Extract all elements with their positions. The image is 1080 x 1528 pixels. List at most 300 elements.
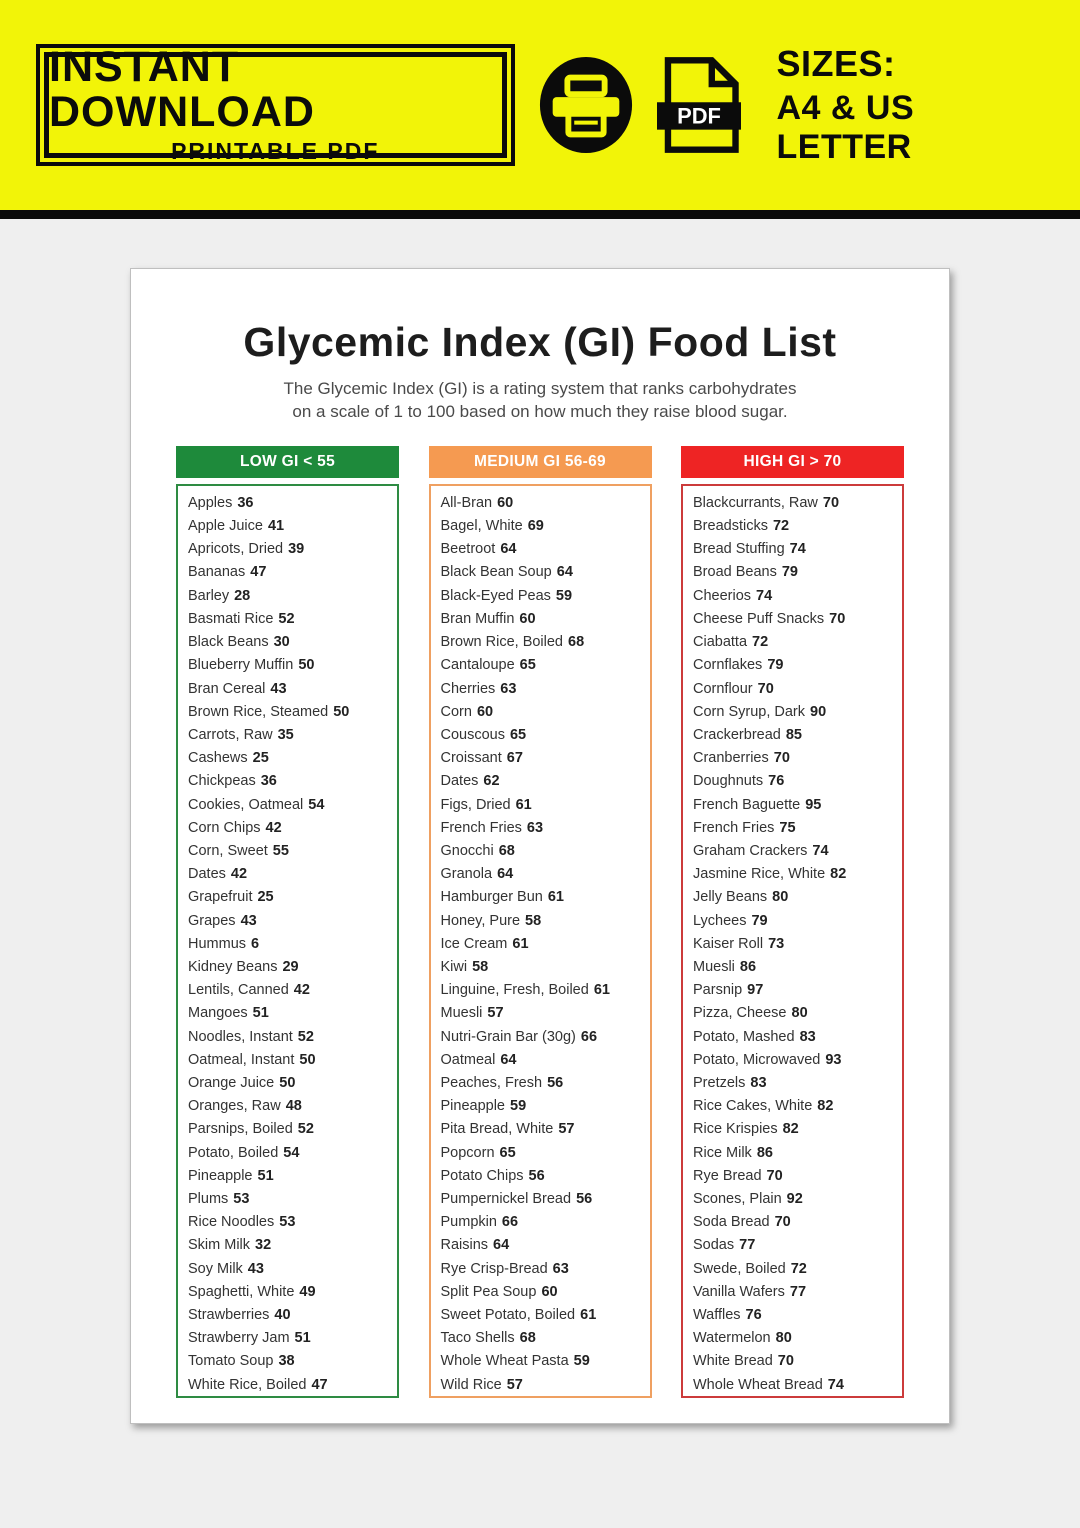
food-gi-value: 64 [497, 866, 514, 883]
list-item [441, 933, 650, 956]
food-gi-value: 32 [255, 1237, 272, 1254]
list-item [441, 1211, 650, 1234]
instant-download-title: INSTANT DOWNLOAD [49, 42, 315, 136]
list-item [188, 1281, 397, 1304]
food-gi-value: 79 [767, 657, 784, 674]
list-item [693, 1350, 902, 1373]
food-gi-value: 48 [285, 1098, 302, 1115]
list-item [188, 1234, 397, 1257]
food-gi-value: 42 [293, 982, 310, 999]
list-item [693, 1188, 902, 1211]
food-name: Soy Milk [188, 1260, 243, 1277]
food-gi-value: 80 [775, 1330, 792, 1347]
food-name: Vanilla Wafers [693, 1283, 785, 1300]
food-name: Blackcurrants, Raw [693, 494, 818, 511]
list-item [693, 1095, 902, 1118]
list-item [188, 1350, 397, 1373]
list-item [693, 1049, 902, 1072]
list-item [693, 1304, 902, 1327]
list-item [693, 561, 902, 584]
food-gi-value: 54 [283, 1144, 300, 1161]
list-item [441, 1234, 650, 1257]
food-name: Potato, Boiled [188, 1144, 279, 1161]
food-gi-value: 59 [555, 587, 573, 604]
food-name: Scones, Plain [693, 1190, 782, 1207]
food-name: Graham Crackers [693, 842, 808, 859]
food-name: Oatmeal [440, 1051, 496, 1068]
food-gi-value: 36 [237, 494, 254, 511]
list-item [188, 561, 397, 584]
food-name: White Rice, Boiled [188, 1376, 307, 1393]
list-item [188, 956, 397, 979]
list-item [188, 1165, 397, 1188]
food-name: Cashews [188, 750, 248, 767]
list-item [693, 678, 902, 701]
food-gi-value: 61 [593, 982, 610, 999]
food-name: Rice Milk [693, 1144, 752, 1161]
list-item [188, 886, 397, 909]
list-item [188, 794, 397, 817]
food-name: Pizza, Cheese [693, 1005, 787, 1022]
food-name: Apricots, Dried [188, 541, 284, 558]
column-header-high: HIGH GI > 70 [681, 446, 904, 478]
food-gi-value: 70 [829, 610, 846, 627]
food-name: Breadsticks [693, 518, 768, 535]
food-name: Barley [188, 587, 230, 604]
food-gi-value: 63 [552, 1260, 569, 1277]
list-item [693, 979, 902, 1002]
printer-icon [537, 53, 635, 157]
food-gi-value: 76 [768, 773, 785, 790]
food-gi-value: 79 [781, 564, 798, 581]
food-name: Lentils, Canned [188, 982, 289, 999]
list-item [188, 933, 397, 956]
food-gi-value: 59 [510, 1098, 527, 1115]
food-gi-value: 40 [274, 1306, 291, 1323]
food-name: Pineapple [440, 1098, 505, 1115]
list-item [693, 1234, 902, 1257]
food-gi-value: 54 [308, 796, 325, 813]
list-item [188, 1118, 397, 1141]
food-name: Split Pea Soup [440, 1283, 537, 1300]
food-gi-value: 53 [279, 1214, 296, 1231]
list-item [188, 1211, 397, 1234]
food-gi-value: 64 [500, 541, 517, 558]
list-item [441, 794, 650, 817]
food-name: Noodles, Instant [188, 1028, 293, 1045]
food-name: Rye Crisp-Bread [440, 1260, 548, 1277]
list-item [441, 561, 650, 584]
food-name: Nutri-Grain Bar (30g) [440, 1028, 576, 1045]
food-name: Bran Cereal [188, 680, 266, 697]
list-item [188, 863, 397, 886]
food-name: Cheese Puff Snacks [693, 610, 825, 627]
page-subtitle-line1: The Glycemic Index (GI) is a rating system that ranks carbohydrates [283, 379, 797, 398]
food-list-high [681, 484, 904, 1398]
list-item [441, 770, 650, 793]
printable-pdf-subtitle: PRINTABLE PDF [171, 138, 380, 165]
list-item [441, 654, 650, 677]
list-item [693, 1072, 902, 1095]
food-name: Carrots, Raw [188, 726, 273, 743]
food-name: Waffles [693, 1306, 741, 1323]
list-item [441, 515, 650, 538]
page-subtitle-line2: on a scale of 1 to 100 based on how much they raise blood sugar. [292, 401, 788, 421]
food-name: Whole Wheat Pasta [440, 1353, 569, 1370]
list-item [441, 863, 650, 886]
list-item [441, 1350, 650, 1373]
list-item [693, 1002, 902, 1025]
food-name: Soda Bread [693, 1214, 770, 1231]
list-item [693, 492, 902, 515]
food-gi-value: 36 [260, 773, 277, 790]
food-gi-value: 35 [277, 726, 294, 743]
food-gi-value: 59 [573, 1353, 590, 1370]
list-item [441, 956, 650, 979]
food-name: Chickpeas [188, 773, 256, 790]
list-item [693, 1211, 902, 1234]
food-gi-value: 38 [278, 1353, 295, 1370]
list-item [693, 863, 902, 886]
list-item [441, 1327, 650, 1350]
food-gi-value: 28 [234, 587, 251, 604]
food-gi-value: 65 [519, 657, 536, 674]
list-item [693, 910, 902, 933]
food-name: French Baguette [693, 796, 801, 813]
food-name: All-Bran [440, 494, 493, 511]
food-name: Black Bean Soup [440, 564, 552, 581]
food-gi-value: 60 [497, 494, 514, 511]
list-item [441, 886, 650, 909]
food-name: Jelly Beans [693, 889, 768, 906]
list-item [441, 747, 650, 770]
food-gi-value: 74 [827, 1376, 844, 1393]
list-item [693, 1165, 902, 1188]
list-item [441, 817, 650, 840]
list-item [188, 817, 397, 840]
food-name: Potato, Microwaved [693, 1051, 821, 1068]
food-name: Skim Milk [188, 1237, 251, 1254]
food-gi-value: 61 [515, 796, 532, 813]
list-item [188, 538, 397, 561]
food-gi-value: 42 [265, 819, 282, 836]
food-name: Linguine, Fresh, Boiled [440, 982, 589, 999]
food-name: Orange Juice [188, 1074, 275, 1091]
food-gi-value: 74 [812, 842, 829, 859]
food-name: Jasmine Rice, White [693, 866, 826, 883]
food-gi-value: 50 [298, 657, 315, 674]
food-name: Ice Cream [440, 935, 508, 952]
list-item [441, 1165, 650, 1188]
food-name: Lychees [693, 912, 747, 929]
list-item [693, 631, 902, 654]
list-item [441, 1188, 650, 1211]
food-name: Gnocchi [440, 842, 494, 859]
list-item [188, 979, 397, 1002]
food-name: Tomato Soup [188, 1353, 274, 1370]
food-name: Whole Wheat Bread [693, 1376, 823, 1393]
food-name: Watermelon [693, 1330, 771, 1347]
food-name: Oranges, Raw [188, 1098, 281, 1115]
document-page [130, 268, 950, 1424]
food-gi-value: 50 [299, 1051, 316, 1068]
food-name: Pita Bread, White [440, 1121, 554, 1138]
list-item [188, 840, 397, 863]
food-gi-value: 43 [247, 1260, 264, 1277]
food-gi-value: 63 [500, 680, 517, 697]
food-gi-value: 51 [294, 1330, 311, 1347]
food-name: Rye Bread [693, 1167, 762, 1184]
food-gi-value: 52 [278, 610, 295, 627]
gi-columns [176, 446, 904, 1398]
food-name: Cranberries [693, 750, 769, 767]
list-item [441, 701, 650, 724]
list-item [441, 1049, 650, 1072]
food-gi-value: 67 [506, 750, 523, 767]
list-item [188, 1072, 397, 1095]
list-item [188, 1374, 397, 1397]
food-name: Cheerios [693, 587, 752, 604]
pdf-file-icon [657, 53, 741, 157]
food-gi-value: 74 [789, 541, 806, 558]
food-gi-value: 68 [568, 634, 585, 651]
instant-download-box [44, 42, 507, 165]
list-item [188, 1026, 397, 1049]
list-item [188, 1327, 397, 1350]
food-gi-value: 79 [751, 912, 768, 929]
food-name: Blueberry Muffin [188, 657, 294, 674]
list-item [693, 840, 902, 863]
list-item [441, 1002, 650, 1025]
food-gi-value: 86 [739, 958, 757, 975]
list-item [693, 1281, 902, 1304]
food-gi-value: 95 [805, 796, 822, 813]
food-name: Rice Noodles [188, 1214, 275, 1231]
food-gi-value: 70 [773, 750, 790, 767]
food-gi-value: 63 [526, 819, 544, 836]
food-gi-value: 25 [252, 750, 269, 767]
list-item [188, 1142, 397, 1165]
food-name: Cornflour [693, 680, 753, 697]
list-item [693, 701, 902, 724]
food-gi-value: 55 [272, 842, 289, 859]
list-item [188, 654, 397, 677]
food-gi-value: 75 [779, 819, 796, 836]
list-item [693, 1118, 902, 1141]
list-item [693, 747, 902, 770]
list-item [693, 1026, 902, 1049]
list-item [441, 979, 650, 1002]
food-name: Black Beans [188, 634, 269, 651]
food-gi-value: 69 [527, 518, 544, 535]
food-name: Peaches, Fresh [440, 1074, 543, 1091]
food-name: Wild Rice [440, 1376, 502, 1393]
food-gi-value: 50 [279, 1074, 296, 1091]
food-name: Black-Eyed Peas [440, 587, 551, 604]
food-name: Hummus [188, 935, 247, 952]
food-gi-value: 80 [791, 1005, 808, 1022]
food-name: Pretzels [693, 1074, 746, 1091]
gi-column-low [176, 446, 399, 1398]
food-name: Spaghetti, White [188, 1283, 295, 1300]
list-item [441, 1142, 650, 1165]
banner-icons [537, 53, 741, 157]
food-gi-value: 97 [747, 982, 764, 999]
list-item [441, 1026, 650, 1049]
list-item [441, 1118, 650, 1141]
banner-divider [0, 210, 1080, 219]
food-gi-value: 30 [273, 634, 290, 651]
food-gi-value: 61 [580, 1306, 597, 1323]
list-item [441, 585, 650, 608]
list-item [441, 492, 650, 515]
food-name: Dates [440, 773, 479, 790]
food-gi-value: 39 [288, 541, 305, 558]
food-gi-value: 70 [822, 494, 840, 511]
food-name: Taco Shells [440, 1330, 515, 1347]
list-item [441, 1374, 650, 1397]
pdf-icon-label: PDF [676, 103, 721, 129]
food-gi-value: 82 [817, 1098, 834, 1115]
list-item [693, 794, 902, 817]
page-background [0, 219, 1080, 1528]
food-name: French Fries [693, 819, 775, 836]
food-name: Strawberries [188, 1306, 270, 1323]
food-gi-value: 47 [250, 564, 267, 581]
food-gi-value: 42 [230, 866, 248, 883]
food-gi-value: 77 [789, 1283, 807, 1300]
food-gi-value: 62 [483, 773, 500, 790]
food-gi-value: 70 [777, 1353, 794, 1370]
food-name: Cookies, Oatmeal [188, 796, 304, 813]
food-gi-value: 29 [282, 958, 299, 975]
food-gi-value: 83 [750, 1074, 767, 1091]
list-item [441, 538, 650, 561]
list-item [188, 515, 397, 538]
food-gi-value: 58 [472, 958, 489, 975]
sizes-label: SIZES: [776, 43, 896, 84]
food-gi-value: 72 [752, 634, 769, 651]
food-name: Parsnips, Boiled [188, 1121, 293, 1138]
food-gi-value: 49 [299, 1283, 316, 1300]
food-gi-value: 56 [547, 1074, 564, 1091]
list-item [693, 585, 902, 608]
food-gi-value: 60 [519, 610, 536, 627]
list-item [693, 538, 902, 561]
list-item [693, 817, 902, 840]
promo-banner [0, 0, 1080, 210]
food-gi-value: 65 [509, 726, 527, 743]
food-gi-value: 68 [498, 842, 515, 859]
food-name: Raisins [440, 1237, 489, 1254]
food-name: Corn Syrup, Dark [693, 703, 806, 720]
food-name: Grapefruit [188, 889, 253, 906]
list-item [188, 747, 397, 770]
food-gi-value: 77 [739, 1237, 756, 1254]
food-name: Couscous [440, 726, 505, 743]
food-name: Pineapple [188, 1167, 253, 1184]
food-name: Oatmeal, Instant [188, 1051, 295, 1068]
food-name: Muesli [693, 958, 735, 975]
food-name: Broad Beans [693, 564, 777, 581]
food-gi-value: 64 [556, 564, 573, 581]
food-gi-value: 74 [756, 587, 773, 604]
food-name: Corn [440, 703, 472, 720]
food-gi-value: 43 [240, 912, 257, 929]
food-name: Potato Chips [440, 1167, 524, 1184]
list-item [188, 1049, 397, 1072]
food-name: Ciabatta [693, 634, 748, 651]
list-item [441, 608, 650, 631]
list-item [441, 840, 650, 863]
food-gi-value: 85 [785, 726, 802, 743]
list-item [693, 515, 902, 538]
food-list-low [176, 484, 399, 1398]
food-gi-value: 66 [580, 1028, 598, 1045]
food-name: Bran Muffin [440, 610, 515, 627]
food-name: Figs, Dried [440, 796, 511, 813]
food-name: Brown Rice, Steamed [188, 703, 329, 720]
list-item [693, 1258, 902, 1281]
food-gi-value: 6 [251, 935, 260, 952]
list-item [441, 1072, 650, 1095]
food-gi-value: 52 [297, 1028, 314, 1045]
list-item [188, 1258, 397, 1281]
list-item [441, 1258, 650, 1281]
food-gi-value: 82 [782, 1121, 799, 1138]
food-gi-value: 57 [487, 1005, 504, 1022]
food-gi-value: 76 [745, 1306, 762, 1323]
food-gi-value: 70 [766, 1167, 783, 1184]
food-gi-value: 60 [476, 703, 494, 720]
list-item [188, 678, 397, 701]
food-name: Parsnip [693, 982, 743, 999]
food-name: Kiwi [440, 958, 468, 975]
sizes-value: A4 & US LETTER [776, 89, 915, 166]
food-name: Apples [188, 494, 233, 511]
food-gi-value: 68 [519, 1330, 536, 1347]
list-item [441, 1304, 650, 1327]
food-name: Cantaloupe [440, 657, 515, 674]
food-gi-value: 50 [333, 703, 350, 720]
list-item [693, 770, 902, 793]
list-item [188, 608, 397, 631]
food-name: Potato, Mashed [693, 1028, 795, 1045]
food-name: Bagel, White [440, 518, 523, 535]
list-item [693, 956, 902, 979]
gi-column-medium [429, 446, 652, 1398]
food-gi-value: 51 [252, 1005, 269, 1022]
food-name: Popcorn [440, 1144, 495, 1161]
list-item [188, 724, 397, 747]
list-item [441, 678, 650, 701]
food-gi-value: 57 [506, 1376, 523, 1393]
list-item [188, 1304, 397, 1327]
food-gi-value: 61 [547, 889, 564, 906]
food-list-medium [429, 484, 652, 1398]
food-name: Doughnuts [693, 773, 764, 790]
food-gi-value: 51 [257, 1167, 274, 1184]
food-gi-value: 56 [528, 1167, 545, 1184]
food-name: Pumpernickel Bread [440, 1190, 572, 1207]
list-item [441, 631, 650, 654]
food-name: Kidney Beans [188, 958, 278, 975]
food-gi-value: 60 [541, 1283, 558, 1300]
food-gi-value: 72 [772, 518, 790, 535]
list-item [188, 631, 397, 654]
list-item [693, 886, 902, 909]
food-name: Bread Stuffing [693, 541, 785, 558]
